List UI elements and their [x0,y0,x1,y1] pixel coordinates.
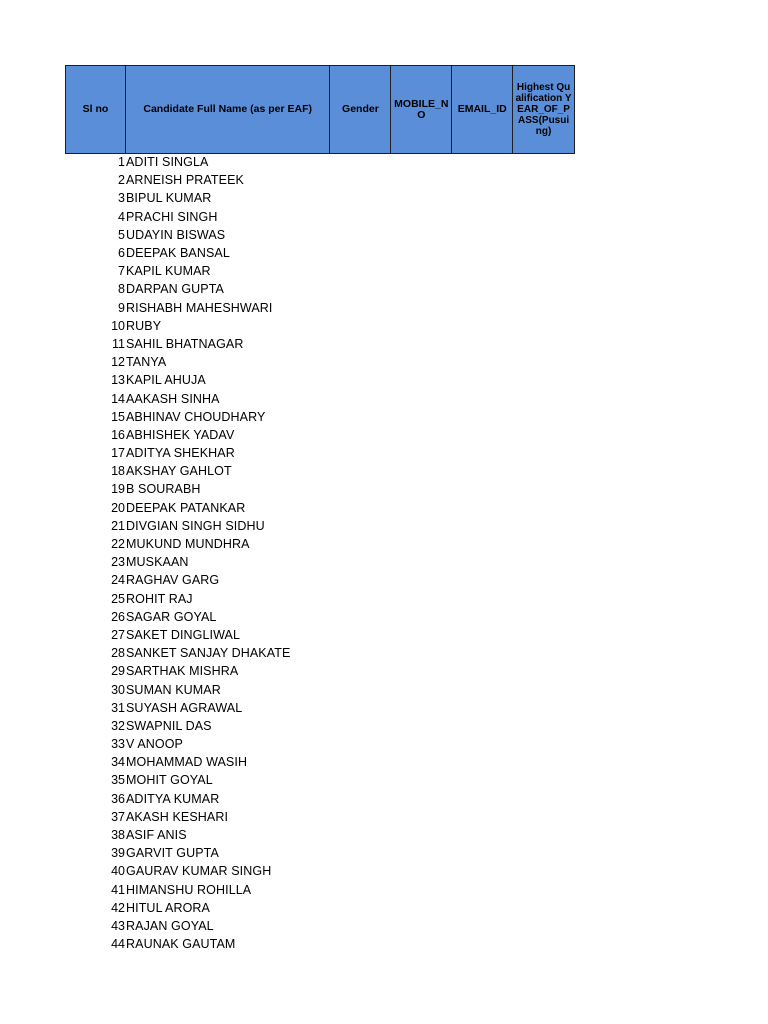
sl-no-cell: 7 [118,264,125,279]
candidate-name-cell: GAURAV KUMAR SINGH [126,864,272,879]
table-row[interactable] [65,462,575,480]
table-row[interactable] [65,680,575,698]
sl-no-cell: 8 [118,282,125,297]
candidate-name-cell: DEEPAK BANSAL [126,246,230,261]
header-candidate-name[interactable]: Candidate Full Name (as per EAF) [126,66,331,153]
sl-no-cell: 30 [111,682,125,697]
header-mobile-no[interactable]: MOBILE_NO [391,66,452,153]
sl-no-cell: 38 [111,828,125,843]
table-row[interactable] [65,881,575,899]
candidate-name-cell: ADITYA SHEKHAR [126,446,235,461]
candidate-name-cell: RISHABH MAHESHWARI [126,300,273,315]
candidate-name-cell: ADITYA KUMAR [126,791,220,806]
candidate-name-cell: RAJAN GOYAL [126,918,214,933]
sl-no-cell: 39 [111,846,125,861]
table-row[interactable] [65,389,575,407]
sl-no-cell: 37 [111,809,125,824]
sl-no-cell: 22 [111,537,125,552]
candidate-name-cell: DIVGIAN SINGH SIDHU [126,518,265,533]
candidate-name-cell: RUBY [126,318,162,333]
sl-no-cell: 35 [111,773,125,788]
table-row[interactable] [65,499,575,517]
candidate-name-cell: MUKUND MUNDHRA [126,537,250,552]
sl-no-cell: 26 [111,609,125,624]
sl-no-cell: 25 [111,591,125,606]
candidate-name-cell: MOHAMMAD WASIH [126,755,248,770]
table-row[interactable] [65,826,575,844]
sl-no-cell: 4 [118,209,125,224]
sl-no-cell: 31 [111,700,125,715]
sl-no-cell: 44 [111,937,125,952]
table-row[interactable] [65,480,575,498]
candidate-name-cell: DEEPAK PATANKAR [126,500,246,515]
sl-no-cell: 16 [111,427,125,442]
table-row[interactable] [65,335,575,353]
table-row[interactable] [65,699,575,717]
table-row[interactable] [65,662,575,680]
table-row[interactable] [65,626,575,644]
sl-no-cell: 1 [118,155,125,170]
header-email-id[interactable]: EMAIL_ID [452,66,513,153]
sl-no-cell: 43 [111,918,125,933]
table-row[interactable] [65,353,575,371]
candidate-name-cell: SAGAR GOYAL [126,609,217,624]
sl-no-cell: 23 [111,555,125,570]
candidate-name-cell: HITUL ARORA [126,900,210,915]
sl-no-cell: 18 [111,464,125,479]
sl-no-cell: 21 [111,518,125,533]
sl-no-cell: 19 [111,482,125,497]
table-row[interactable] [65,844,575,862]
candidate-name-cell: ROHIT RAJ [126,591,193,606]
candidate-name-cell: MOHIT GOYAL [126,773,213,788]
sl-no-cell: 41 [111,882,125,897]
sl-no-cell: 29 [111,664,125,679]
candidate-name-cell: RAUNAK GAUTAM [126,937,236,952]
table-row[interactable] [65,590,575,608]
candidate-name-cell: KAPIL AHUJA [126,373,206,388]
table-row[interactable] [65,735,575,753]
candidate-name-cell: GARVIT GUPTA [126,846,219,861]
sl-no-cell: 9 [118,300,125,315]
table-row[interactable] [65,753,575,771]
candidate-name-cell: UDAYIN BISWAS [126,227,226,242]
candidate-name-cell: DARPAN GUPTA [126,282,224,297]
sl-no-cell: 15 [111,409,125,424]
table-row[interactable] [65,935,575,953]
sl-no-cell: 40 [111,864,125,879]
table-row[interactable] [65,153,575,171]
table-row[interactable] [65,280,575,298]
candidate-name-cell: TANYA [126,355,167,370]
table-row[interactable] [65,226,575,244]
table-row[interactable] [65,517,575,535]
candidate-name-cell: PRACHI SINGH [126,209,218,224]
candidate-sheet [65,65,575,154]
table-row[interactable] [65,317,575,335]
sl-no-cell: 33 [111,737,125,752]
sl-no-cell: 10 [111,318,125,333]
sl-no-cell: 11 [112,336,125,351]
sl-no-cell: 3 [118,191,125,206]
candidate-name-cell: SARTHAK MISHRA [126,664,239,679]
table-row[interactable] [65,208,575,226]
candidate-name-cell: ADITI SINGLA [126,155,209,170]
header-gender[interactable]: Gender [330,66,391,153]
table-row[interactable] [65,189,575,207]
candidate-name-cell: ABHINAV CHOUDHARY [126,409,266,424]
sl-no-cell: 20 [111,500,125,515]
candidate-name-cell: AAKASH SINHA [126,391,220,406]
table-header [65,65,575,154]
candidate-name-cell: V ANOOP [126,737,183,752]
table-row[interactable] [65,244,575,262]
candidate-name-cell: MUSKAAN [126,555,189,570]
sl-no-cell: 28 [111,646,125,661]
sl-no-cell: 36 [111,791,125,806]
candidate-name-cell: SUMAN KUMAR [126,682,221,697]
candidate-name-cell: RAGHAV GARG [126,573,220,588]
candidate-name-cell: SANKET SANJAY DHAKATE [126,646,291,661]
candidate-name-cell: SWAPNIL DAS [126,718,212,733]
candidate-name-cell: B SOURABH [126,482,201,497]
candidate-name-cell: AKASH KESHARI [126,809,229,824]
table-row[interactable] [65,408,575,426]
sl-no-cell: 12 [111,355,125,370]
header-sl-no[interactable]: Sl no [66,66,126,153]
candidate-name-cell: ABHISHEK YADAV [126,427,235,442]
sl-no-cell: 5 [118,227,125,242]
candidate-name-cell: AKSHAY GAHLOT [126,464,232,479]
candidate-name-cell: KAPIL KUMAR [126,264,211,279]
sl-no-cell: 42 [111,900,125,915]
table-row[interactable] [65,262,575,280]
table-row[interactable] [65,426,575,444]
table-row[interactable] [65,771,575,789]
sl-no-cell: 14 [111,391,125,406]
table-row[interactable] [65,553,575,571]
table-row[interactable] [65,644,575,662]
header-highest-qualification[interactable]: Highest Qualification YEAR_OF_PASS(Pusuing) [513,66,574,153]
table-row[interactable] [65,899,575,917]
table-row[interactable] [65,371,575,389]
candidate-name-cell: ASIF ANIS [126,828,187,843]
sl-no-cell: 27 [111,627,125,642]
table-row[interactable] [65,535,575,553]
table-row[interactable] [65,808,575,826]
table-row[interactable] [65,444,575,462]
table-row[interactable] [65,862,575,880]
table-row[interactable] [65,790,575,808]
candidate-name-cell: ARNEISH PRATEEK [126,173,244,188]
candidate-name-cell: SUYASH AGRAWAL [126,700,243,715]
table-row[interactable] [65,171,575,189]
table-row[interactable] [65,917,575,935]
candidate-name-cell: BIPUL KUMAR [126,191,212,206]
sl-no-cell: 2 [118,173,125,188]
sl-no-cell: 32 [111,718,125,733]
table-row[interactable] [65,571,575,589]
table-row[interactable] [65,608,575,626]
candidate-name-cell: SAKET DINGLIWAL [126,627,241,642]
candidate-name-cell: SAHIL BHATNAGAR [126,336,244,351]
sl-no-cell: 34 [111,755,125,770]
candidate-name-cell: HIMANSHU ROHILLA [126,882,252,897]
sl-no-cell: 13 [111,373,125,388]
sl-no-cell: 24 [111,573,125,588]
sl-no-cell: 17 [111,446,125,461]
sl-no-cell: 6 [118,246,125,261]
candidate-list [65,153,575,953]
table-row[interactable] [65,717,575,735]
table-row[interactable] [65,299,575,317]
